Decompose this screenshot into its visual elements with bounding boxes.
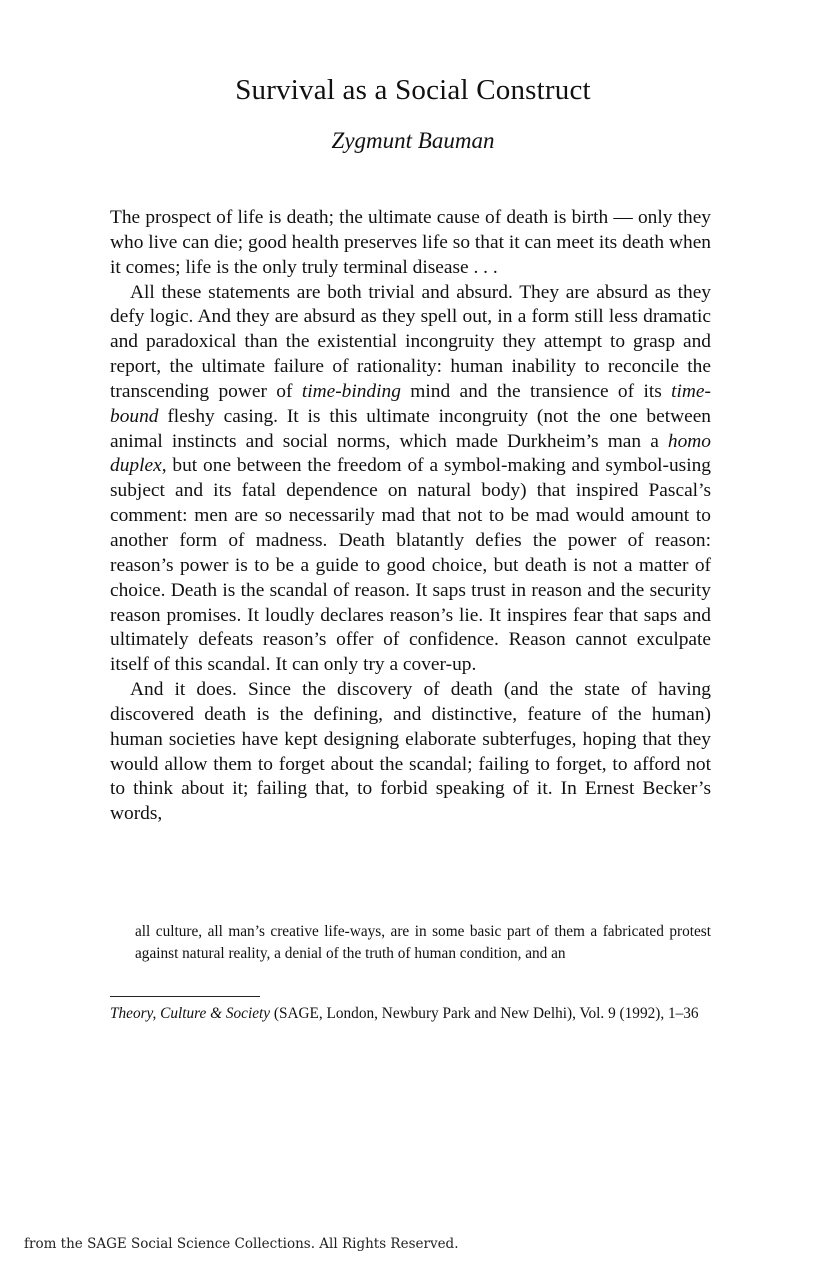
article-body	[110, 206, 711, 827]
footnote-journal: Theory, Culture & Society	[110, 1005, 271, 1022]
emphasis-homo-duplex: homo duplex	[110, 430, 711, 477]
paragraph-2-text-3: fleshy casing. It is this ultimate incongruity (not the one between animal instincts and social norms, which made Durkheim’s man a	[110, 405, 711, 452]
emphasis-time-binding: time-binding	[301, 380, 401, 402]
paragraph-3: And it does. Since the discovery of death (and the state of having discovered death is the defining, and distinctive, feature of the human) human societies have kept designing elaborate subterfuges, hoping that they would allow them to forget about the scandal; failing to forget, to afford not to think about it; failing that, to forbid speaking of it. In Ernest Becker’s words,	[110, 679, 711, 825]
paragraph-2-text-4: , but one between the freedom of a symbol-making and symbol-using subject and its fatal dependence on natural body) that inspired Pascal’s comment: men are so necessarily mad that not to be mad would amount to another form of madness. Death blatantly defies the power of reason: reason’s power is to be a guide to good choice, but death is not a matter of choice. Death is the scandal of reason. It saps trust in reason and the security reason promises. It loudly declares reason’s lie. It inspires fear that saps and ultimately defeats reason’s offer of confidence. Reason cannot exculpate itself of this scandal. It can only try a cover-up.	[110, 455, 711, 676]
paragraph-2	[110, 281, 711, 679]
footnote	[110, 1003, 711, 1024]
block-quote: all culture, all man’s creative life-ways, are in some basic part of them a fabricated protest against natural reality, a denial of the truth of human condition, and an	[135, 923, 711, 962]
copyright-watermark: from the SAGE Social Science Collections. All Rights Reserved.	[24, 1236, 459, 1252]
paragraph-1: The prospect of life is death; the ultimate cause of death is birth — only they who live can die; good health preserves life so that it can meet its death when it comes; life is the only truly terminal disease . . .	[110, 207, 711, 278]
emphasis-time-bound: time-bound	[110, 380, 711, 427]
paragraph-2-text-2: mind and the transience of its	[400, 380, 672, 402]
article-title: Survival as a Social Construct	[235, 74, 591, 106]
footnote-divider	[110, 996, 260, 997]
footnote-details: (SAGE, London, Newbury Park and New Delhi), Vol. 9 (1992), 1–36	[270, 1005, 699, 1022]
article-author: Zygmunt Bauman	[331, 128, 495, 153]
paragraph-2-text-1: All these statements are both trivial and absurd. They are absurd as they defy logic. And they are absurd as they spell out, in a form still less dramatic and paradoxical than the existential incongruity they attempt to grasp and report, the ultimate failure of rationality: human inability to reconcile the transcending power of	[110, 281, 711, 402]
